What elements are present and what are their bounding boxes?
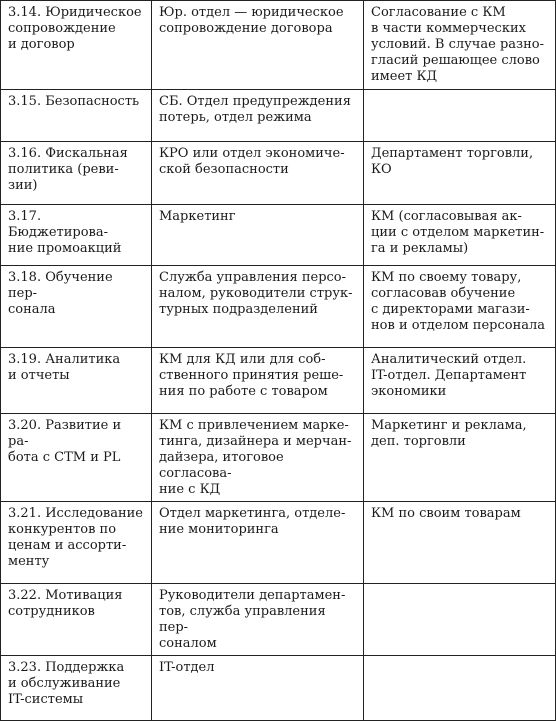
task-text: 3.18. Обучение пер- сонала — [8, 270, 113, 317]
note-cell — [364, 205, 556, 266]
note-text: Аналитический отдел. IT-отдел. Департамент экономики — [371, 352, 527, 399]
task-text: 3.19. Аналитика и отчеты — [8, 352, 121, 383]
responsible-cell — [152, 348, 364, 414]
note-cell — [364, 142, 556, 205]
task-cell — [1, 502, 152, 584]
responsible-cell — [152, 656, 364, 721]
task-cell — [1, 348, 152, 414]
responsible-text: СБ. Отдел предупреждения потерь, отдел режима — [159, 94, 351, 125]
table-row — [1, 502, 556, 584]
responsible-cell — [152, 414, 364, 502]
task-text: 3.15. Безопасность — [8, 94, 140, 109]
table-row — [1, 205, 556, 266]
responsible-text: Служба управления персо- налом, руководители струк- турных подразделений — [159, 270, 353, 317]
task-cell — [1, 90, 152, 142]
note-cell — [364, 414, 556, 502]
task-cell — [1, 142, 152, 205]
responsible-text: Руководители департамен- тов, служба управления пер- соналом — [159, 588, 346, 651]
note-text: Маркетинг и реклама, деп. торговли — [371, 418, 527, 449]
note-text: КМ по своему товару, согласовав обучение с директорами магази- нов и отделом персонала — [371, 270, 545, 333]
task-text: 3.23. Поддержка и обслуживание IT-системы — [8, 660, 125, 707]
note-cell — [364, 656, 556, 721]
task-text: 3.17. Бюджетирова- ние промоакций — [8, 209, 122, 256]
table-row — [1, 142, 556, 205]
task-cell — [1, 1, 152, 90]
responsible-cell — [152, 584, 364, 656]
responsible-cell — [152, 502, 364, 584]
task-text: 3.20. Развитие и ра- бота с СТМ и PL — [8, 418, 122, 465]
task-cell — [1, 205, 152, 266]
responsible-cell — [152, 205, 364, 266]
table-row — [1, 1, 556, 90]
responsible-text: Маркетинг — [159, 209, 236, 224]
task-cell — [1, 656, 152, 721]
responsible-text: Юр. отдел — юридическое сопровождение договора — [159, 5, 344, 36]
task-text: 3.16. Фискальная политика (реви- зии) — [8, 146, 128, 193]
table-row — [1, 90, 556, 142]
task-text: 3.22. Мотивация сотрудников — [8, 588, 123, 619]
responsible-cell — [152, 266, 364, 348]
responsible-cell — [152, 90, 364, 142]
table-row — [1, 584, 556, 656]
note-cell — [364, 1, 556, 90]
task-cell — [1, 414, 152, 502]
note-cell — [364, 584, 556, 656]
responsible-text: Отдел маркетинга, отделе- ние мониторинга — [159, 506, 346, 537]
note-cell — [364, 348, 556, 414]
task-cell — [1, 584, 152, 656]
note-text: Департамент торговли, КО — [371, 146, 534, 177]
note-text: КМ по своим товарам — [371, 506, 521, 521]
note-text: КМ (согласовывая ак- ции с отделом маркетин- га и рекламы) — [371, 209, 545, 256]
table-row — [1, 414, 556, 502]
task-text: 3.14. Юридическое сопровождение и договор — [8, 5, 142, 52]
task-cell — [1, 266, 152, 348]
note-cell — [364, 266, 556, 348]
note-cell — [364, 90, 556, 142]
responsible-cell — [152, 142, 364, 205]
note-cell — [364, 502, 556, 584]
table-row — [1, 266, 556, 348]
responsible-cell — [152, 1, 364, 90]
table-row — [1, 348, 556, 414]
responsible-text: КМ с привлечением марке- тинга, дизайнера и мерчан- дайзера, итоговое согласова- ние с КД — [159, 418, 352, 497]
table-row — [1, 656, 556, 721]
note-text: Согласование с КМ в части коммерческих условий. В случае разно- гласий решающее слово имеет КД — [371, 5, 545, 84]
responsible-text: КМ для КД или для соб- ственного принятия реше- ния по работе с товаром — [159, 352, 344, 399]
task-text: 3.21. Исследование конкурентов по ценам и ассорти- менту — [8, 506, 143, 569]
responsible-text: IT-отдел — [159, 660, 215, 675]
responsible-text: КРО или отдел экономиче- ской безопасности — [159, 146, 345, 177]
